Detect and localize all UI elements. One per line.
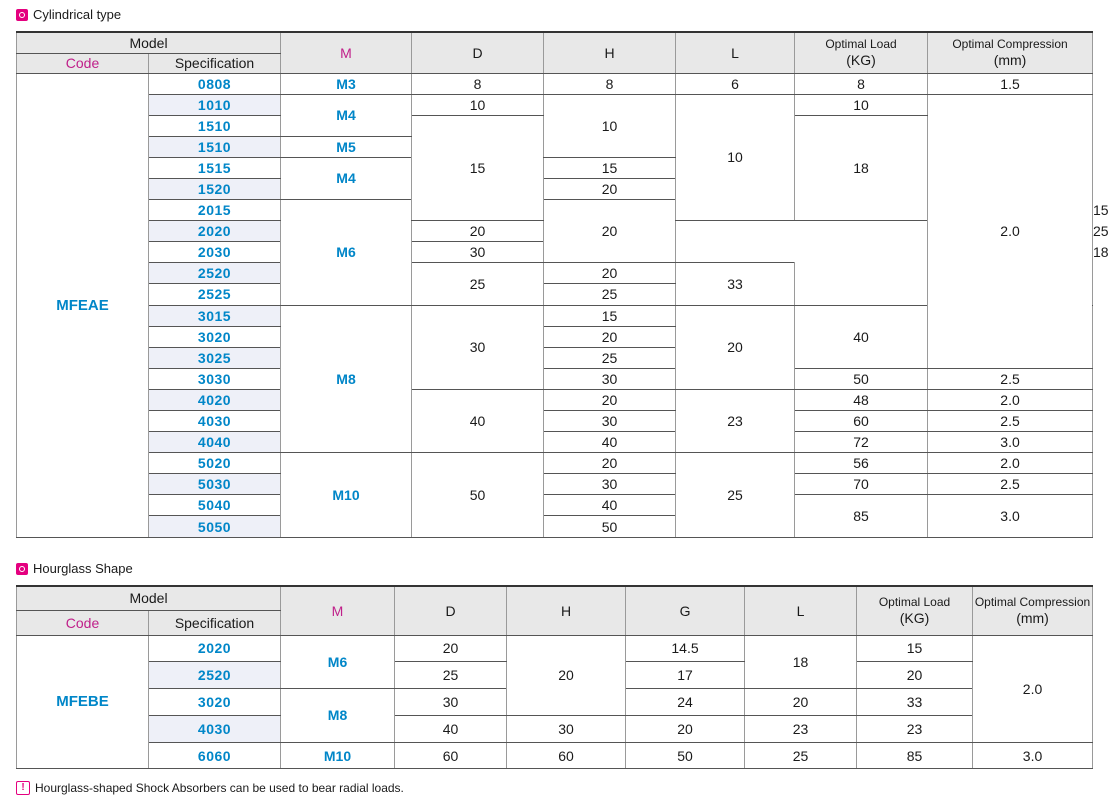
header-l: L (745, 586, 857, 635)
d-cell: 25 (395, 662, 507, 689)
g-cell: 14.5 (626, 635, 745, 662)
h-cell: 20 (544, 178, 676, 199)
l-cell: 23 (745, 715, 857, 742)
spec-cell: 3015 (149, 305, 281, 326)
header-d: D (395, 586, 507, 635)
g-cell: 50 (626, 742, 745, 769)
spec-cell: 1510 (149, 136, 281, 157)
spec-cell: 4020 (149, 389, 281, 410)
spec-cell: 2525 (149, 284, 281, 305)
m-cell: M4 (281, 94, 412, 136)
spec-cell: 6060 (149, 742, 281, 769)
bullet-square-icon (16, 9, 28, 21)
h-cell: 20 (507, 635, 626, 715)
d-cell: 30 (395, 689, 507, 716)
header-code: Code (17, 53, 149, 73)
header-g: G (626, 586, 745, 635)
comp-cell: 2.0 (928, 94, 1093, 368)
model-code: MFEAE (17, 73, 149, 537)
m-cell: M3 (281, 73, 412, 94)
m-cell: M8 (281, 689, 395, 743)
load-cell: 60 (795, 411, 928, 432)
h-cell: 15 (544, 305, 676, 326)
spec-cell: 2020 (149, 635, 281, 662)
h-cell: 30 (544, 411, 676, 432)
d-cell: 20 (395, 635, 507, 662)
load-cell: 40 (795, 305, 928, 368)
d-cell: 40 (412, 389, 544, 452)
spec-cell: 5040 (149, 495, 281, 516)
h-cell: 20 (544, 263, 676, 284)
cylindrical-spec-table: Model M D H L Optimal Load (KG) Optimal Compression (mm) Code Specification MFEAE 0808 M3 8 8 6 8 1.5 1010 M4 10 10 10 10 2.0 1510 15 18 1510 M5 1515 M4 15 1520 20 2015 M6 20 15 18 25 2020 20 2030 30 2520 25 20 33 2525 25 3015 M8 30 15 20 40 3020 20 3025 25 3030 30 50 2.5 4020 40 20 23 48 2.0 4030 30 60 2.5 4040 40 72 3.0 5020 M10 50 20 25 56 2.0 5030 30 70 2.5 5040 40 85 3.0 5050 50 (16, 31, 1093, 538)
exclamation-icon: ! (16, 781, 30, 795)
hourglass-spec-table (16, 585, 1093, 769)
l-cell: 23 (676, 389, 795, 452)
h-cell: 60 (507, 742, 626, 769)
spec-cell: 5030 (149, 474, 281, 495)
header-optimal-compression: Optimal Compression (mm) (973, 586, 1093, 635)
header-m: M (281, 586, 395, 635)
load-cell: 10 (795, 94, 928, 115)
comp-cell: 2.5 (928, 368, 1093, 389)
d-cell: 25 (412, 263, 544, 305)
d-cell: 60 (395, 742, 507, 769)
m-cell: M6 (281, 200, 412, 305)
load-cell: 23 (857, 715, 973, 742)
h-cell: 30 (507, 715, 626, 742)
comp-cell: 2.5 (928, 474, 1093, 495)
spec-cell: 1510 (149, 115, 281, 136)
h-cell: 25 (544, 284, 676, 305)
spec-cell: 0808 (149, 73, 281, 94)
d-cell: 20 (544, 200, 676, 263)
spec-cell: 4030 (149, 715, 281, 742)
load-cell: 50 (795, 368, 928, 389)
h-cell: 20 (544, 326, 676, 347)
m-cell: M6 (281, 635, 395, 689)
d-cell: 8 (412, 73, 544, 94)
d-cell: 15 (412, 115, 544, 220)
l-cell: 20 (676, 305, 795, 389)
load-cell: 8 (795, 73, 928, 94)
load-cell: 18 (795, 115, 928, 220)
load-cell: 85 (857, 742, 973, 769)
header-m: M (281, 32, 412, 73)
spec-cell: 4040 (149, 432, 281, 453)
footnote-text: Hourglass-shaped Shock Absorbers can be used to bear radial loads. (35, 781, 404, 795)
h-cell: 50 (544, 516, 676, 537)
h-cell: 30 (544, 368, 676, 389)
l-cell: 20 (745, 689, 857, 716)
d-cell: 50 (412, 453, 544, 537)
header-optimal-compression: Optimal Compression (mm) (928, 32, 1093, 73)
spec-cell: 1010 (149, 94, 281, 115)
header-l: L (676, 32, 795, 73)
section-title-text: Cylindrical type (33, 7, 122, 22)
comp-cell: 2.0 (928, 389, 1093, 410)
m-cell: M4 (281, 157, 412, 199)
comp-cell: 2.0 (928, 453, 1093, 474)
h-cell: 10 (544, 94, 676, 157)
spec-cell: 5050 (149, 516, 281, 537)
d-cell: 10 (412, 94, 544, 115)
spec-cell: 2020 (149, 221, 281, 242)
comp-cell: 2.0 (973, 635, 1093, 742)
m-cell: M10 (281, 742, 395, 769)
header-code: Code (17, 610, 149, 635)
g-cell: 17 (626, 662, 745, 689)
load-cell: 33 (676, 263, 795, 305)
h-cell: 30 (544, 474, 676, 495)
header-h: H (507, 586, 626, 635)
model-code: MFEBE (17, 635, 149, 769)
spec-cell: 1520 (149, 178, 281, 199)
load-cell: 33 (857, 689, 973, 716)
footnote (16, 781, 404, 795)
spec-cell: 3020 (149, 326, 281, 347)
spec-cell: 2520 (149, 263, 281, 284)
header-optimal-load: Optimal Load (KG) (857, 586, 973, 635)
d-cell: 40 (395, 715, 507, 742)
header-model: Model (17, 586, 281, 610)
h-cell: 20 (544, 453, 676, 474)
header-optimal-load: Optimal Load (KG) (795, 32, 928, 73)
comp-cell: 2.5 (928, 411, 1093, 432)
load-cell: 70 (795, 474, 928, 495)
section-title-hourglass (16, 561, 133, 576)
g-cell: 24 (626, 689, 745, 716)
h-cell: 40 (544, 495, 676, 516)
load-cell: 72 (795, 432, 928, 453)
bullet-square-icon (16, 563, 28, 575)
spec-cell: 3030 (149, 368, 281, 389)
load-cell: 20 (857, 662, 973, 689)
h-cell: 30 (412, 242, 544, 263)
l-cell: 25 (676, 453, 795, 537)
section-title-text: Hourglass Shape (33, 561, 133, 576)
comp-cell: 3.0 (928, 495, 1093, 537)
load-cell: 15 (857, 635, 973, 662)
l-cell: 6 (676, 73, 795, 94)
spec-cell: 1515 (149, 157, 281, 178)
h-cell: 20 (412, 221, 544, 242)
load-cell: 48 (795, 389, 928, 410)
comp-cell: 3.0 (928, 432, 1093, 453)
header-d: D (412, 32, 544, 73)
h-cell: 40 (544, 432, 676, 453)
d-cell: 30 (412, 305, 544, 389)
l-cell: 18 (745, 635, 857, 689)
m-cell: M5 (281, 136, 412, 157)
spec-cell: 2030 (149, 242, 281, 263)
spec-cell: 3025 (149, 347, 281, 368)
header-model: Model (17, 32, 281, 53)
h-cell: 8 (544, 73, 676, 94)
header-specification: Specification (149, 610, 281, 635)
h-cell: 15 (544, 157, 676, 178)
h-cell: 20 (544, 389, 676, 410)
comp-cell: 3.0 (973, 742, 1093, 769)
spec-cell: 2015 (149, 200, 281, 221)
spec-cell: 3020 (149, 689, 281, 716)
h-cell: 25 (544, 347, 676, 368)
spec-cell: 5020 (149, 453, 281, 474)
header-h: H (544, 32, 676, 73)
section-title-cylindrical (16, 7, 121, 22)
load-cell: 56 (795, 453, 928, 474)
header-specification: Specification (149, 53, 281, 73)
spec-cell: 4030 (149, 411, 281, 432)
comp-cell: 1.5 (928, 73, 1093, 94)
load-cell: 85 (795, 495, 928, 537)
g-cell: 20 (626, 715, 745, 742)
l-cell: 10 (676, 94, 795, 221)
spec-cell: 2520 (149, 662, 281, 689)
m-cell: M8 (281, 305, 412, 453)
m-cell: M10 (281, 453, 412, 537)
l-cell: 25 (745, 742, 857, 769)
